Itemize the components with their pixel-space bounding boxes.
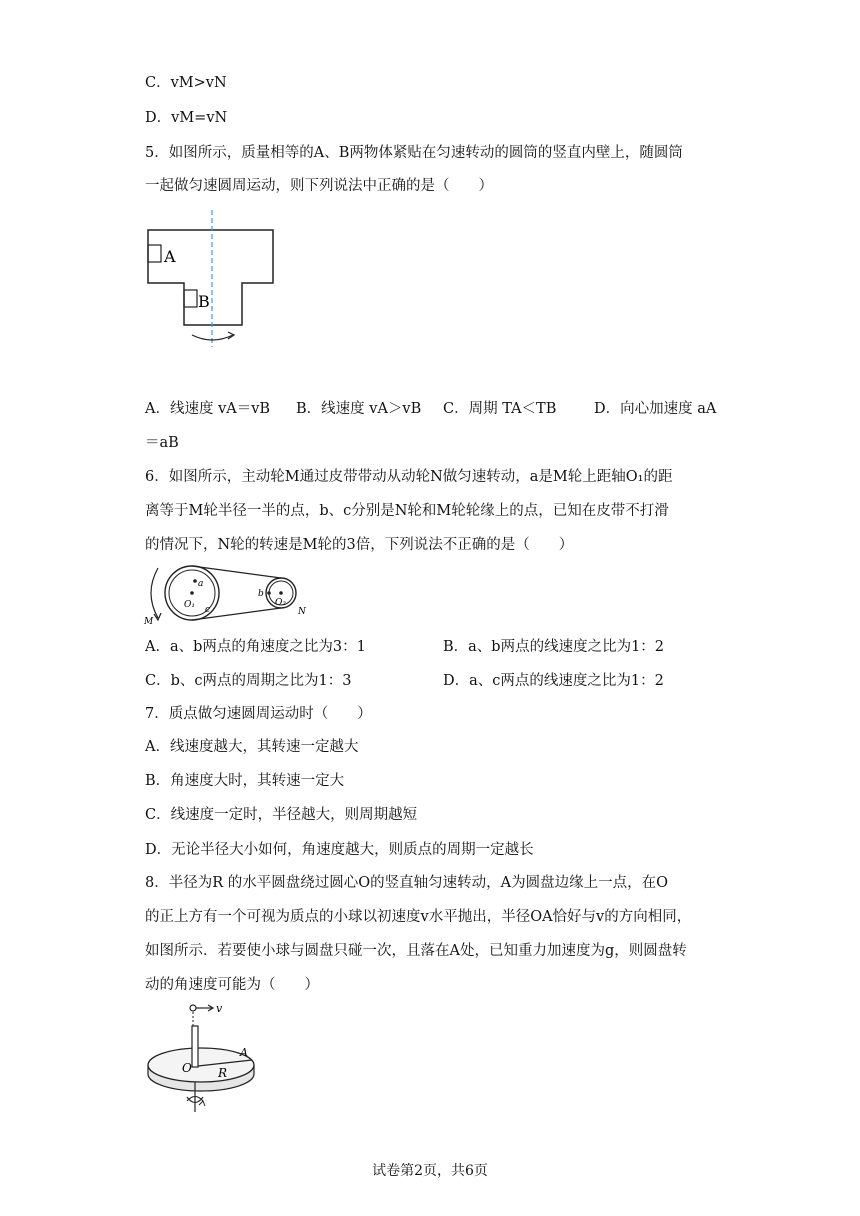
q6-stem-line3: 的情况下，N轮的转速是M轮的3倍，下列说法不正确的是（ ） <box>145 537 574 553</box>
q5-option-d-cont: ＝aB <box>145 435 179 451</box>
q6-stem-line1: 6．如图所示，主动轮M通过皮带带动从动轮N做匀速转动，a是M轮上距轴O₁的距 <box>145 469 673 485</box>
page-footer: 试卷第2页，共6页 <box>372 1163 488 1179</box>
q6-option-d: D．a、c两点的线速度之比为1：2 <box>443 673 664 689</box>
q7-option-d: D．无论半径大小如何，角速度越大，则质点的周期一定越长 <box>145 842 534 858</box>
q6-stem-line2: 离等于M轮半径一半的点，b、c分别是N轮和M轮轮缘上的点，已知在皮带不打滑 <box>145 503 669 519</box>
q8-fig-label-v: v <box>216 1002 223 1015</box>
q6-option-b: B．a、b两点的线速度之比为1：2 <box>443 639 665 655</box>
q5-stem-line2: 一起做匀速圆周运动，则下列说法中正确的是（ ） <box>145 178 493 194</box>
q5-option-c: C．周期 TA＜TB <box>443 401 557 417</box>
q6-fig-label-o2: O₂ <box>275 598 286 608</box>
q6-fig-label-o1: O₁ <box>184 600 195 610</box>
q6-fig-label-a: a <box>198 579 204 589</box>
q6-option-a: A．a、b两点的角速度之比为3：1 <box>145 639 366 655</box>
q7-option-b: B．角速度大时，其转速一定大 <box>145 773 345 789</box>
q6-fig-label-b: b <box>258 589 264 599</box>
q5-option-d: D．向心加速度 aA <box>594 401 717 417</box>
q4-option-d: D．vM=vN <box>145 110 228 126</box>
q8-stem-line4: 动的角速度可能为（ ） <box>145 977 319 993</box>
q5-figure <box>140 205 280 355</box>
q7-option-a: A．线速度越大，其转速一定越大 <box>145 739 359 755</box>
q6-figure <box>140 560 315 625</box>
q6-fig-label-c: c <box>205 605 211 615</box>
q5-option-b: B．线速度 vA＞vB <box>296 401 422 417</box>
q8-stem-line1: 8．半径为R 的水平圆盘绕过圆心O的竖直轴匀速转动，A为圆盘边缘上一点，在O <box>145 875 668 891</box>
q7-stem: 7．质点做匀速圆周运动时（ ） <box>145 706 372 722</box>
q8-fig-label-r: R <box>218 1066 228 1080</box>
q5-option-a: A．线速度 vA＝vB <box>145 401 271 417</box>
q8-figure <box>140 1000 265 1115</box>
q7-option-c: C．线速度一定时，半径越大，则周期越短 <box>145 807 418 823</box>
q6-option-c: C．b、c两点的周期之比为1：3 <box>145 673 352 689</box>
q8-fig-label-o: O <box>182 1061 192 1075</box>
q8-stem-line3: 如图所示．若要使小球与圆盘只碰一次，且落在A处，已知重力加速度为g，则圆盘转 <box>145 943 687 959</box>
q8-fig-label-a: A <box>240 1046 248 1059</box>
q5-fig-label-a: A <box>164 247 176 266</box>
q5-fig-label-b: B <box>198 292 210 311</box>
q8-stem-line2: 的正上方有一个可视为质点的小球以初速度v水平抛出，半径OA恰好与v的方向相同， <box>145 909 692 925</box>
q5-stem-line1: 5．如图所示，质量相等的A、B两物体紧贴在匀速转动的圆筒的竖直内壁上，随圆筒 <box>145 145 683 161</box>
q4-option-c: C．vM>vN <box>145 75 227 91</box>
q6-fig-label-n: N <box>298 607 306 617</box>
q6-fig-label-m: M <box>144 617 154 625</box>
